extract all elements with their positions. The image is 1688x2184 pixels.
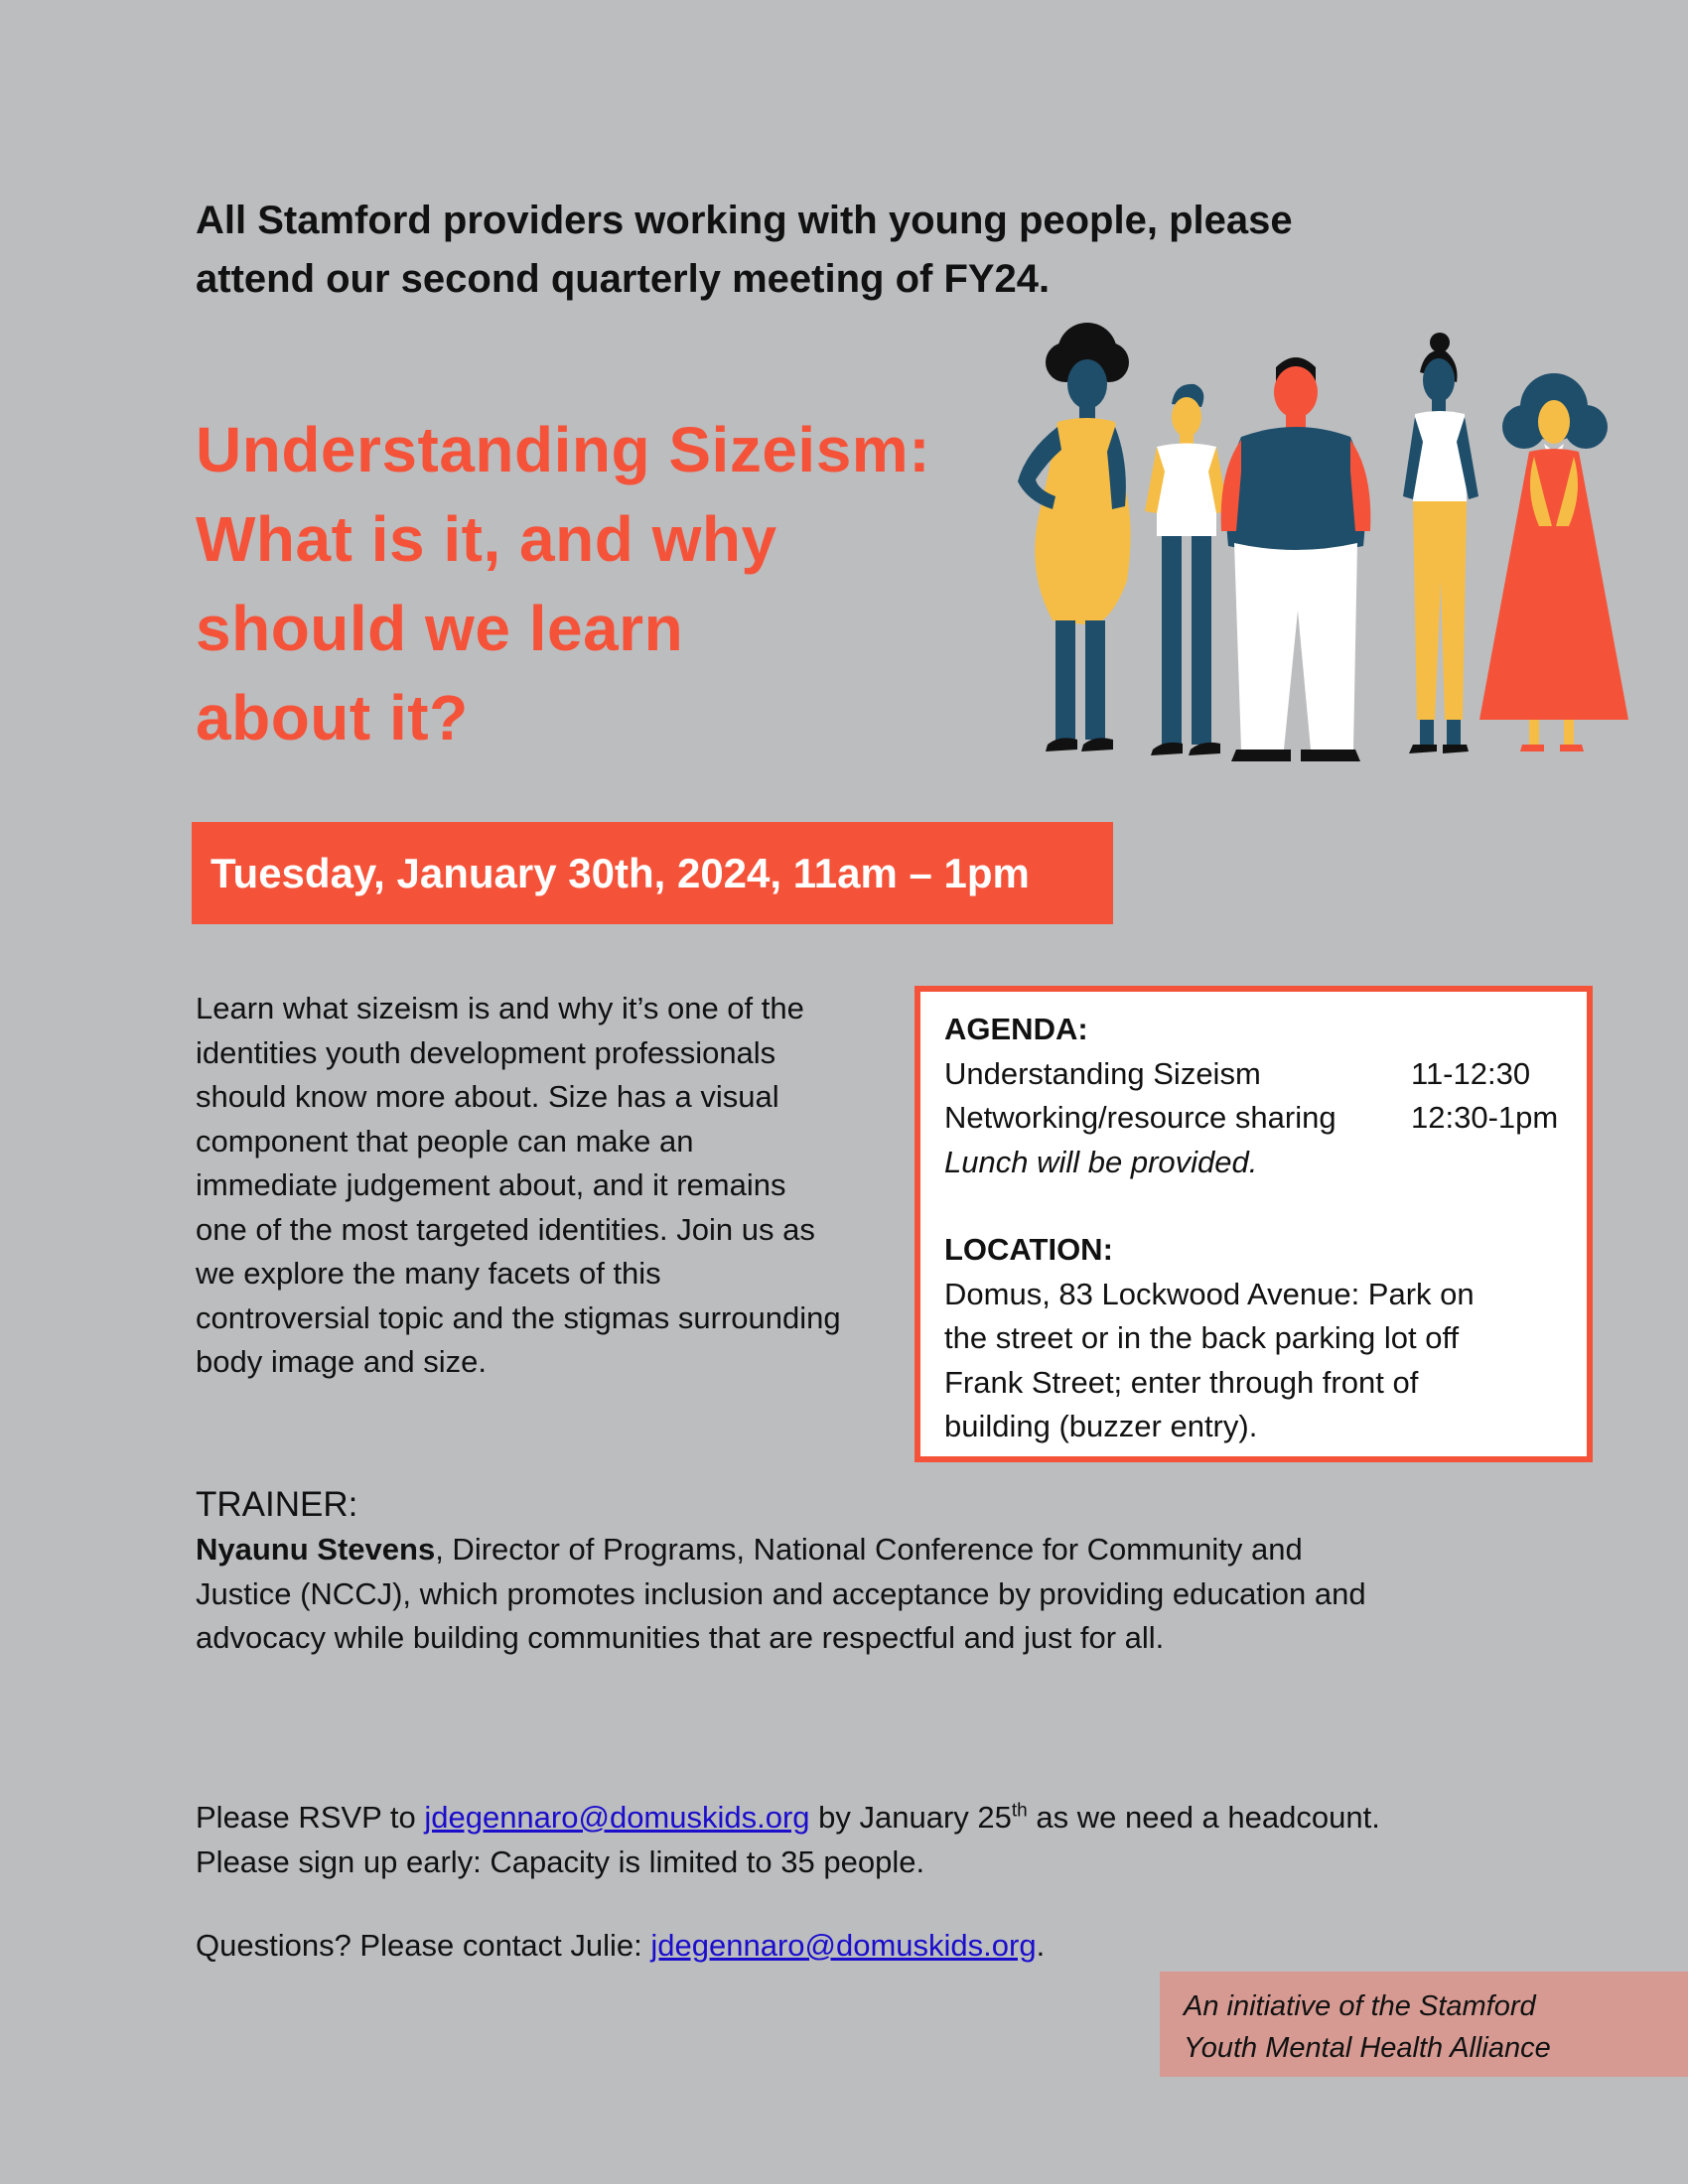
rsvp-line-2: Please sign up early: Capacity is limited to 35 people. bbox=[196, 1843, 925, 1879]
location-line: Frank Street; enter through front of bbox=[944, 1364, 1419, 1400]
event-date-banner: Tuesday, January 30th, 2024, 11am – 1pm bbox=[192, 822, 1113, 924]
rsvp-reason: as we need a headcount. bbox=[1027, 1800, 1380, 1835]
agenda-item-label: Understanding Sizeism bbox=[944, 1055, 1261, 1091]
person-5-figure bbox=[1479, 373, 1628, 751]
trainer-line-3: advocacy while building communities that are respectful and just for all. bbox=[196, 1620, 1165, 1655]
agenda-item-time: 12:30-1pm bbox=[1411, 1100, 1559, 1135]
description-line: we explore the many facets of this bbox=[196, 1256, 661, 1291]
location-heading: LOCATION: bbox=[944, 1232, 1113, 1267]
description-line: immediate judgement about, and it remains bbox=[196, 1167, 786, 1202]
location-line: Domus, 83 Lockwood Avenue: Park on bbox=[944, 1276, 1475, 1311]
description-line: should know more about. Size has a visual bbox=[196, 1079, 779, 1114]
person-4-figure bbox=[1403, 333, 1478, 753]
intro-line-2: attend our second quarterly meeting of FY24. bbox=[196, 257, 1051, 301]
initiative-line-2: Youth Mental Health Alliance bbox=[1184, 2032, 1551, 2064]
agenda-row bbox=[944, 1052, 1587, 1097]
person-1-figure bbox=[1018, 323, 1131, 751]
lunch-note: Lunch will be provided. bbox=[944, 1144, 1258, 1179]
headline-line-4: about it? bbox=[196, 682, 469, 753]
headline bbox=[196, 405, 1010, 762]
description-line: controversial topic and the stigmas surrounding bbox=[196, 1299, 841, 1335]
questions-email-link[interactable]: jdegennaro@domuskids.org bbox=[650, 1928, 1037, 1963]
rsvp-section bbox=[196, 1796, 1536, 1884]
agenda-item-time: 11-12:30 bbox=[1411, 1055, 1531, 1091]
trainer-line-1 bbox=[196, 1528, 1486, 1572]
intro-line-1: All Stamford providers working with young people, please bbox=[196, 199, 1293, 242]
rsvp-deadline: by January 25 bbox=[809, 1800, 1012, 1835]
description-line: body image and size. bbox=[196, 1344, 487, 1379]
location-line: the street or in the back parking lot off bbox=[944, 1320, 1460, 1355]
location-details bbox=[944, 1273, 1540, 1449]
rsvp-email-link[interactable]: jdegennaro@domuskids.org bbox=[424, 1800, 810, 1835]
trainer-label: TRAINER: bbox=[196, 1485, 358, 1524]
questions-prefix: Questions? Please contact Julie: bbox=[196, 1928, 651, 1963]
agenda-heading: AGENDA: bbox=[944, 1012, 1088, 1046]
person-2-figure bbox=[1145, 384, 1228, 755]
description-line: one of the most targeted identities. Join us as bbox=[196, 1211, 815, 1247]
initiative-badge bbox=[1160, 1972, 1688, 2077]
trainer-section bbox=[196, 1482, 1486, 1661]
agenda-row bbox=[944, 1096, 1587, 1141]
rsvp-prefix: Please RSVP to bbox=[196, 1800, 425, 1835]
person-3-figure bbox=[1221, 357, 1371, 761]
headline-line-2: What is it, and why bbox=[196, 503, 777, 575]
questions-line bbox=[196, 1924, 1486, 1969]
trainer-line-2: Justice (NCCJ), which promotes inclusion and acceptance by providing education and bbox=[196, 1575, 1366, 1611]
description-line: Learn what sizeism is and why it’s one of the bbox=[196, 991, 804, 1025]
location-line: building (buzzer entry). bbox=[944, 1409, 1258, 1443]
headline-line-3: should we learn bbox=[196, 593, 684, 664]
headline-line-1: Understanding Sizeism: bbox=[196, 414, 930, 485]
questions-suffix: . bbox=[1036, 1928, 1046, 1963]
event-description bbox=[196, 987, 911, 1385]
intro-text bbox=[196, 192, 1486, 309]
rsvp-line-1 bbox=[196, 1796, 1536, 1841]
agenda-item-label: Networking/resource sharing bbox=[944, 1100, 1336, 1135]
rsvp-deadline-suffix: th bbox=[1011, 1800, 1028, 1822]
diverse-people-illustration bbox=[998, 323, 1633, 809]
agenda-location-box bbox=[914, 986, 1593, 1462]
description-line: component that people can make an bbox=[196, 1123, 694, 1159]
initiative-line-1: An initiative of the Stamford bbox=[1184, 1990, 1536, 2022]
trainer-name: Nyaunu Stevens bbox=[196, 1532, 436, 1567]
trainer-title: , Director of Programs, National Conference for Community and bbox=[435, 1532, 1303, 1567]
description-line: identities youth development professionals bbox=[196, 1034, 776, 1070]
